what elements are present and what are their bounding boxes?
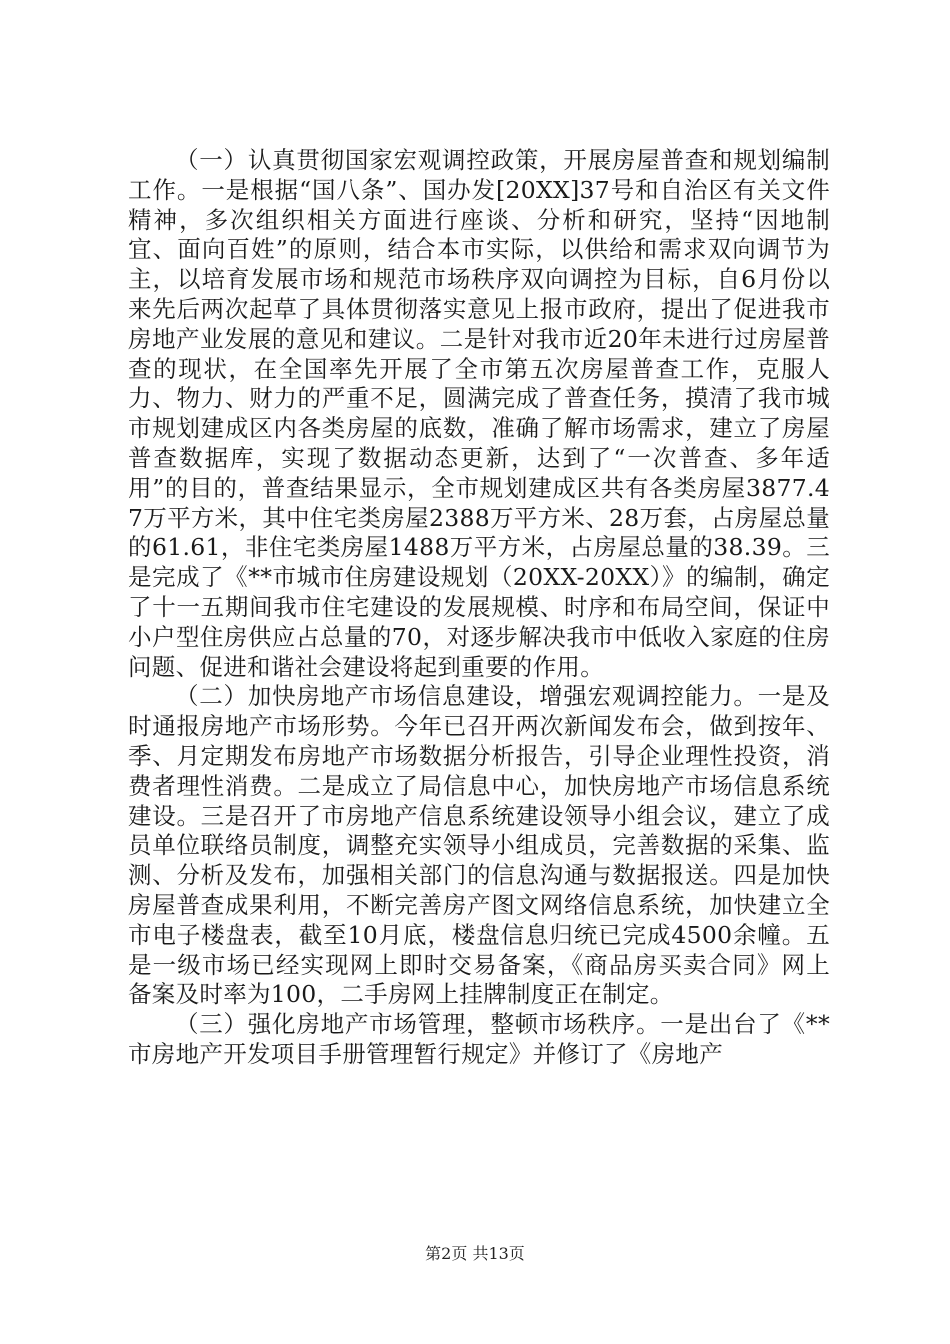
paragraph-3: （三）强化房地产市场管理，整顿市场秩序。一是出台了《**市房地产开发项目手册管理暂行规定》并修订了《房地产 [128, 1010, 830, 1068]
page-number-footer: 第2页 共13页 [425, 1244, 525, 1263]
paragraph-1: （一）认真贯彻国家宏观调控政策，开展房屋普查和规划编制工作。一是根据“国八条”、国办发[20XX]37号和自治区有关文件精神，多次组织相关方面进行座谈、分析和研究，坚持“因地制宜、面向百姓”的原则，结合本市实际，以供给和需求双向调节为主，以培育发展市场和规范市场秩序双向调控为目标，自6月份以来先后两次起草了具体贯彻落实意见上报市政府，提出了促进我市房地产业发展的意见和建议。二是针对我市近20年未进行过房屋普查的现状，在全国率先开展了全市第五次房屋普查工作，克服人力、物力、财力的严重不足，圆满完成了普查任务，摸清了我市城市规划建成区内各类房屋的底数，准确了解市场需求，建立了房屋普查数据库，实现了数据动态更新，达到了“一次普查、多年适用”的目的，普查结果显示，全市规划建成区共有各类房屋3877.47万平方米，其中住宅类房屋2388万平方米、28万套，占房屋总量的61.61，非住宅类房屋1488万平方米，占房屋总量的38.39。三是完成了《**市城市住房建设规划（20XX-20XX）》的编制，确定了十一五期间我市住宅建设的发展规模、时序和布局空间，保证中小户型住房供应占总量的70，对逐步解决我市中低收入家庭的住房问题、促进和谐社会建设将起到重要的作用。 [128, 146, 830, 681]
document-body [128, 146, 830, 1070]
paragraph-2: （二）加快房地产市场信息建设，增强宏观调控能力。一是及时通报房地产市场形势。今年已召开两次新闻发布会，做到按年、季、月定期发布房地产市场数据分析报告，引导企业理性投资，消费者理性消费。二是成立了局信息中心，加快房地产市场信息系统建设。三是召开了市房地产信息系统建设领导小组会议，建立了成员单位联络员制度，调整充实领导小组成员，完善数据的采集、监测、分析及发布，加强相关部门的信息沟通与数据报送。四是加快房屋普查成果利用，不断完善房产图文网络信息系统，加快建立全市电子楼盘表，截至10月底，楼盘信息归统已完成4500余幢。五是一级市场已经实现网上即时交易备案，《商品房买卖合同》网上备案及时率为100，二手房网上挂牌制度正在制定。 [128, 682, 830, 1009]
